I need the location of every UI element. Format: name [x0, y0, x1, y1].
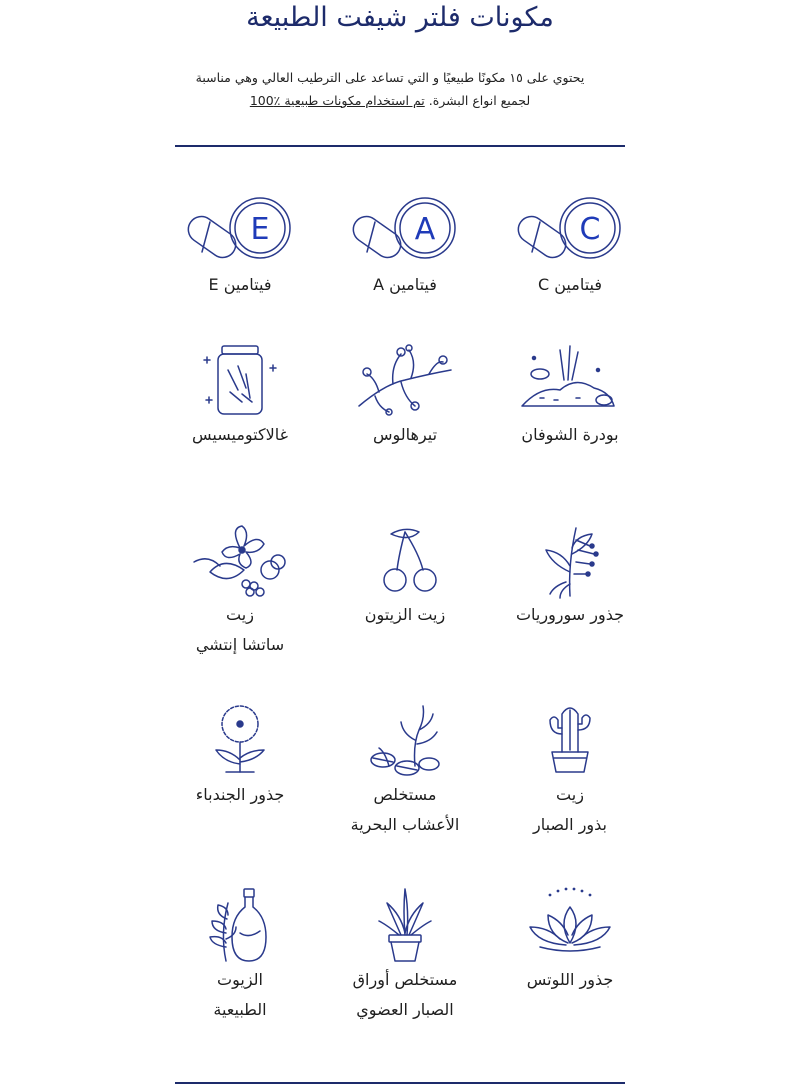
dandelion-icon [180, 700, 300, 780]
intro-line-1: يحتوي على ١٥ مكونًا طبيعيًا و التي تساعد على الترطيب العالي وهي مناسبة [195, 70, 585, 85]
ingredient-oat [480, 340, 660, 450]
ingredient-label: مستخلص أوراق الصبار العضوي [352, 970, 458, 1019]
ingredient-label: غالاكتوميسيس [192, 425, 288, 444]
coral-seaweed-icon [345, 700, 465, 780]
ingredient-label: جذور الجندباء [195, 785, 285, 804]
ingredient-algae [315, 700, 495, 840]
ingredient-dandelion [150, 700, 330, 810]
ingredient-lotus [480, 885, 660, 995]
natural-claim: تم استخدام مكونات طبيعية ٪100 [249, 93, 425, 108]
ferment-jar-icon [180, 340, 300, 420]
ingredient-label: فيتامين C [537, 275, 602, 294]
ingredient-oils [150, 885, 330, 1025]
ingredient-label: بودرة الشوفان [521, 425, 619, 444]
ingredient-label: تيرهالوس [372, 425, 438, 444]
lotus-flower-icon [510, 885, 630, 965]
ingredient-label: زيت ساتشا إنتشي [195, 605, 285, 654]
ingredient-vit-e [150, 190, 330, 300]
sacha-inchi-flower-icon [180, 520, 300, 600]
herb-stem-icon [510, 520, 630, 600]
ingredient-label: زيت الزيتون [364, 605, 446, 624]
bottom-divider [175, 1082, 625, 1084]
ingredient-aloe [315, 885, 495, 1025]
ingredient-label: فيتامين E [208, 275, 272, 294]
ingredient-olive [315, 520, 495, 630]
ingredient-label: جذور اللوتس [526, 970, 614, 989]
ingredient-label: مستخلص الأعشاب البحرية [350, 785, 460, 834]
oil-bottle-icon [180, 885, 300, 965]
vitamin-c-capsule-icon [510, 190, 630, 270]
vit-e-letter: E [250, 212, 270, 247]
ingredient-label: زيت بذور الصبار [532, 785, 607, 834]
ingredient-label: الزيوت الطبيعية [213, 970, 267, 1019]
ingredient-label: فيتامين A [373, 275, 437, 294]
ingredient-sacha [150, 520, 330, 660]
seaweed-branch-icon [345, 340, 465, 420]
ingredient-galacto [150, 340, 330, 450]
potted-aloe-icon [345, 885, 465, 965]
potted-cactus-icon [510, 700, 630, 780]
vit-c-letter: C [579, 212, 601, 247]
ingredient-psoralea [480, 520, 660, 630]
ingredient-vit-a [315, 190, 495, 300]
intro-line-2-a: لجميع انواع البشرة. [424, 93, 531, 108]
ingredient-cactus [480, 700, 660, 840]
vitamin-e-capsule-icon [180, 190, 300, 270]
page-title: مكونات فلتر شيفت الطبيعة [246, 2, 554, 33]
ingredient-vit-c [480, 190, 660, 300]
ingredient-label: جذور سوروريات [515, 605, 625, 624]
vit-a-letter: A [414, 212, 436, 247]
olive-branch-icon [345, 520, 465, 600]
ingredient-tarhalos [315, 340, 495, 450]
vitamin-a-capsule-icon [345, 190, 465, 270]
oat-powder-icon [510, 340, 630, 420]
